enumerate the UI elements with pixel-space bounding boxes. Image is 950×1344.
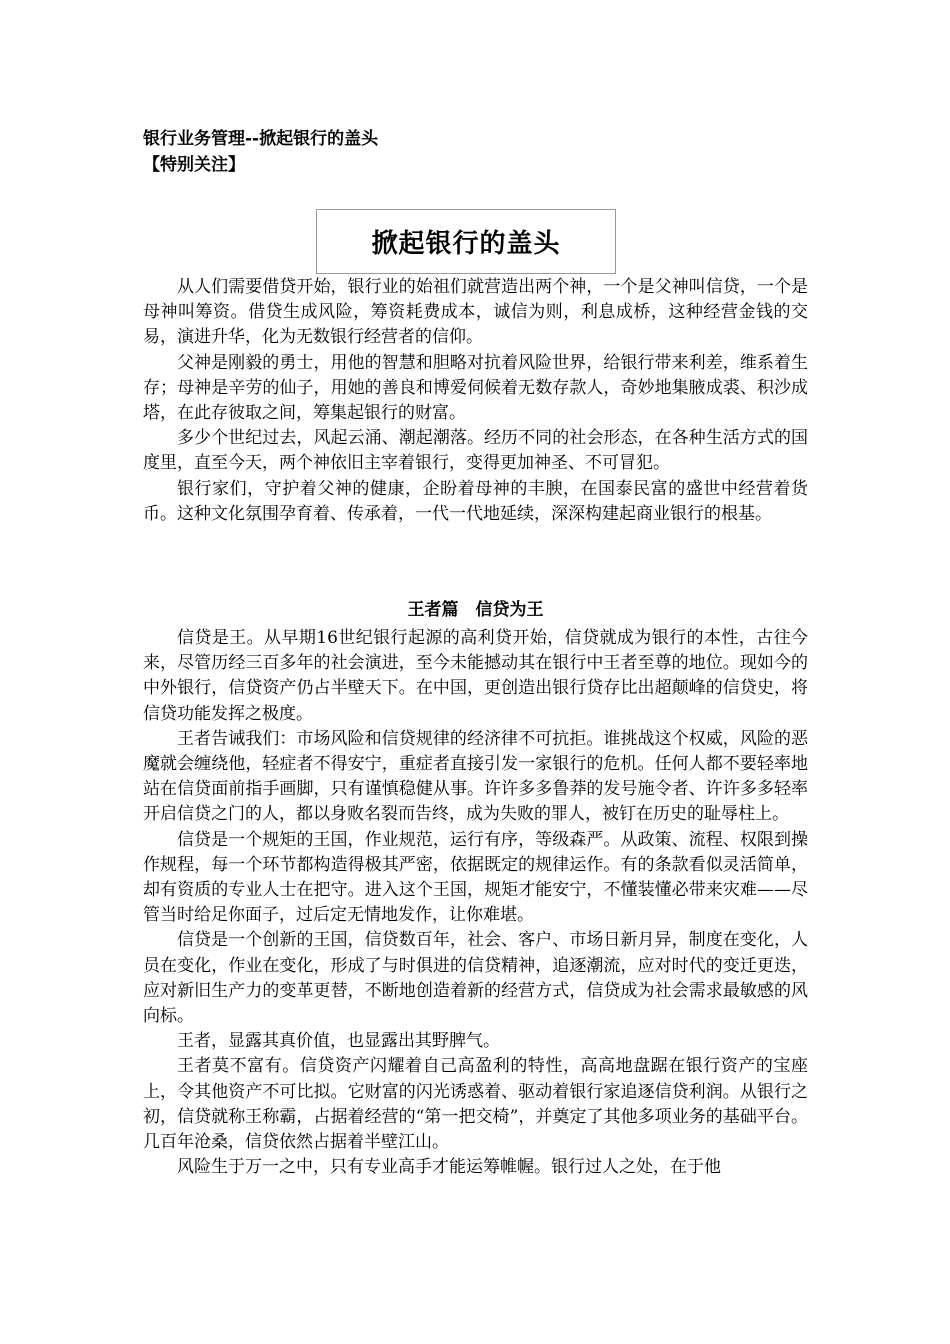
section-paragraph: 信贷是王。从早期16世纪银行起源的高利贷开始，信贷就成为银行的本性，古往今来，尽管历经三百多年的社会演进，至今未能撼动其在银行中王者至尊的地位。现如今的中外银行，信贷资产仍占半壁天下。在中国，更创造出银行贷存比出超颠峰的信贷史，将信贷功能发挥之极度。 bbox=[143, 628, 808, 724]
section-paragraph: 王者告诫我们：市场风险和信贷规律的经济律不可抗拒。谁挑战这个权威，风险的恶魔就会缠绕他，轻症者不得安宁，重症者直接引发一家银行的危机。任何人都不要轻率地站在信贷面前指手画脚，只有谨慎稳健从事。许许多多鲁莽的发号施令者、许许多多轻率开启信贷之门的人，都以身败名裂而告终，成为失败的罪人，被钉在历史的耻辱柱上。 bbox=[143, 728, 808, 825]
section-paragraph: 信贷是一个创新的王国，信贷数百年，社会、客户、市场日新月异，制度在变化，人员在变化，作业在变化，形成了与时俱进的信贷精神，追逐潮流，应对时代的变迁更迭，应对新旧生产力的变革更替，不断地创造着新的经营方式，信贷成为社会需求最敏感的风向标。 bbox=[143, 930, 808, 1027]
section-paragraph: 王者，显露其真价值，也显露出其野脾气。 bbox=[177, 1031, 500, 1052]
section-heading: 王者篇 信贷为王 bbox=[407, 600, 544, 620]
article-title: 掀起银行的盖头 bbox=[371, 229, 561, 259]
intro-paragraph: 从人们需要借贷开始，银行业的始祖们就营造出两个神，一个是父神叫信贷，一个是母神叫筹资。借贷生成风险，筹资耗费成本，诚信为则，利息成桥，这种经营金钱的交易，演进升华，化为无数银行经营者的信仰。 bbox=[143, 277, 808, 348]
article-title-box bbox=[316, 209, 616, 274]
intro-paragraph: 银行家们，守护着父神的健康，企盼着母神的丰腴，在国泰民富的盛世中经营着货币。这种文化氛围孕育着、传承着，一代一代地延续，深深构建起商业银行的根基。 bbox=[143, 478, 808, 524]
special-attention-tag: 【特别关注】 bbox=[143, 155, 245, 175]
intro-section bbox=[143, 275, 808, 527]
section-paragraph: 风险生于万一之中，只有专业高手才能运筹帷幄。银行过人之处，在于他 bbox=[177, 1157, 721, 1178]
section-paragraph: 王者莫不富有。信贷资产闪耀着自己高盈利的特性，高高地盘踞在银行资产的宝座上，令其他资产不可比拟。它财富的闪光诱惑着、驱动着银行家追逐信贷利润。从银行之初，信贷就称王称霸，占据着经营的“第一把交椅”，并奠定了其他多项业务的基础平台。几百年沧桑，信贷依然占据着半壁江山。 bbox=[143, 1056, 808, 1153]
intro-paragraph: 多少个世纪过去，风起云涌、潮起潮落。经历不同的社会形态，在各种生活方式的国度里，直至今天，两个神依旧主宰着银行，变得更加神圣、不可冒犯。 bbox=[143, 428, 808, 474]
king-section bbox=[143, 626, 808, 1180]
section-paragraph: 信贷是一个规矩的王国，作业规范，运行有序，等级森严。从政策、流程、权限到操作规程，每一个环节都构造得极其严密，依据既定的规律运作。有的条款看似灵活简单，却有资质的专业人士在把守。进入这个王国，规矩才能安宁，不懂装懂必带来灾难——尽管当时给足你面子，过后定无情地发作，让你难堪。 bbox=[143, 829, 808, 926]
intro-paragraph: 父神是刚毅的勇士，用他的智慧和胆略对抗着风险世界，给银行带来利差，维系着生存；母神是辛劳的仙子，用她的善良和博爱伺候着无数存款人，奇妙地集腋成裘、积沙成塔，在此存彼取之间，筹集起银行的财富。 bbox=[143, 352, 808, 424]
document-title: 银行业务管理--掀起银行的盖头 bbox=[143, 129, 379, 149]
